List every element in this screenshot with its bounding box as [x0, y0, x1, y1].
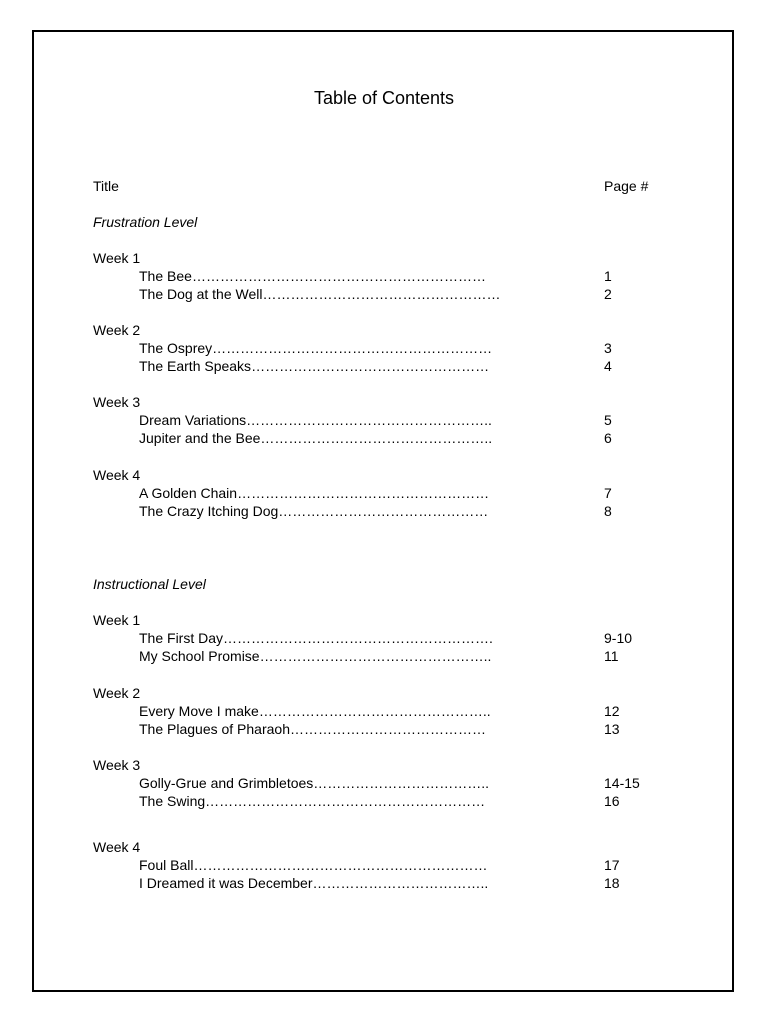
entry-title: Jupiter and the Bee: [139, 430, 261, 446]
entry-title: The Osprey: [139, 340, 213, 356]
entry-page-number: 17: [604, 857, 620, 873]
dot-leader: …………………………………………..: [258, 703, 491, 719]
entry-page-number: 6: [604, 430, 612, 446]
dot-leader: ………………………………..: [312, 875, 489, 891]
section-label-instructional: Instructional Level: [93, 576, 206, 592]
dot-leader: ………………………………………: [278, 503, 489, 519]
title-column-header: Title: [93, 178, 119, 194]
dot-leader: ………………………………………………………: [191, 268, 486, 284]
entry-page-number: 11: [604, 648, 619, 664]
dot-leader: ………………………………………………: [237, 485, 490, 501]
dot-leader: ………………………………..: [313, 775, 490, 791]
entry-title: The Earth Speaks: [139, 358, 252, 374]
entry-page-number: 12: [604, 703, 620, 719]
week-label: Week 1: [93, 612, 141, 628]
toc-entry: [139, 702, 531, 720]
dot-leader: ……………………………………………………: [205, 793, 486, 809]
toc-entry: [139, 411, 531, 429]
entry-page-number: 1: [604, 268, 612, 284]
toc-entry: [139, 285, 531, 303]
week-label: Week 3: [93, 394, 141, 410]
entry-page-number: 3: [604, 340, 612, 356]
week-label: Week 2: [93, 685, 141, 701]
entry-page-number: 4: [604, 358, 612, 374]
week-label: Week 4: [93, 839, 141, 855]
entry-page-number: 7: [604, 485, 612, 501]
toc-entry: [139, 484, 531, 502]
entry-page-number: 5: [604, 412, 612, 428]
toc-entry: [139, 774, 531, 792]
entry-title: The Plagues of Pharaoh: [139, 721, 290, 737]
toc-entry: [139, 856, 531, 874]
toc-entry: [139, 629, 531, 647]
entry-title: The Crazy Itching Dog: [139, 503, 279, 519]
entry-title: Golly-Grue and Grimbletoes: [139, 775, 314, 791]
toc-entry: [139, 339, 531, 357]
dot-leader: ……………………………………………: [251, 358, 490, 374]
dot-leader: ……………………………………: [290, 721, 486, 737]
toc-entry: [139, 647, 531, 665]
entry-page-number: 18: [604, 875, 620, 891]
week-label: Week 4: [93, 467, 141, 483]
week-label: Week 2: [93, 322, 141, 338]
entry-title: Every Move I make: [139, 703, 259, 719]
week-label: Week 3: [93, 757, 141, 773]
toc-entry: [139, 429, 531, 447]
dot-leader: ……………………………………………………: [212, 340, 493, 356]
entry-title: My School Promise: [139, 648, 260, 664]
toc-entry: [139, 720, 531, 738]
entry-title: The Bee: [139, 268, 192, 284]
toc-entry: [139, 357, 531, 375]
entry-page-number: 2: [604, 286, 612, 302]
dot-leader: …………………………………………..: [260, 430, 493, 446]
entry-page-number: 13: [604, 721, 620, 737]
week-label: Week 1: [93, 250, 141, 266]
section-label-frustration: Frustration Level: [93, 214, 198, 230]
toc-entry: [139, 502, 531, 520]
entry-page-number: 16: [604, 793, 620, 809]
toc-entry: [139, 267, 531, 285]
page-title: Table of Contents: [313, 88, 455, 108]
toc-entry: [139, 874, 531, 892]
entry-page-number: 8: [604, 503, 612, 519]
dot-leader: ……………………………………………: [262, 286, 501, 302]
dot-leader: ……………………………………………..: [246, 412, 492, 428]
entry-title: The Swing: [139, 793, 206, 809]
entry-title: A Golden Chain: [139, 485, 238, 501]
entry-page-number: 9-10: [604, 630, 633, 646]
entry-title: The First Day: [139, 630, 224, 646]
toc-entry: [139, 792, 531, 810]
dot-leader: ………………………………………………………: [193, 857, 488, 873]
entry-page-number: 14-15: [604, 775, 640, 791]
entry-title: I Dreamed it was December: [139, 875, 313, 891]
entry-title: Dream Variations: [139, 412, 247, 428]
entry-title: Foul Ball: [139, 857, 194, 873]
dot-leader: …………………………………………..: [259, 648, 492, 664]
page-column-header: Page #: [604, 178, 649, 194]
dot-leader: ………………………………………………….: [223, 630, 493, 646]
entry-title: The Dog at the Well: [139, 286, 263, 302]
